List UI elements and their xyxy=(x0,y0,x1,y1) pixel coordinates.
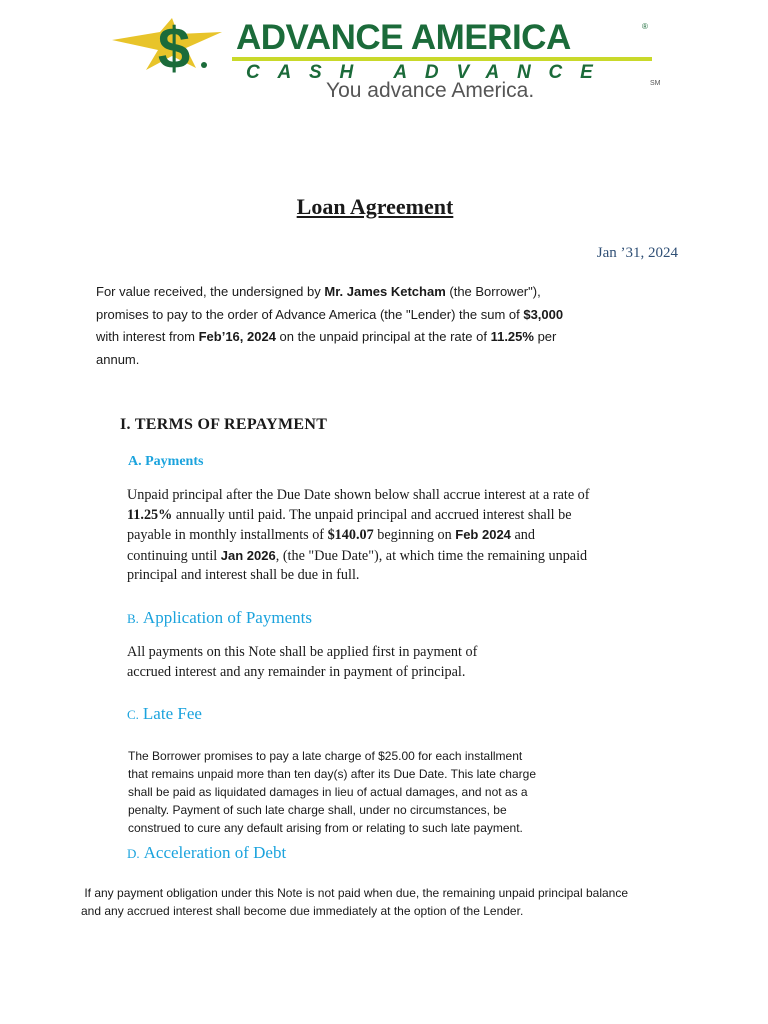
intro-line xyxy=(96,326,626,349)
loan-amount: $3,000 xyxy=(523,306,564,322)
payments-begin-date: Feb 2024 xyxy=(455,527,511,542)
intro-text: For value received, the undersigned by xyxy=(96,284,325,299)
late-fee-line: The Borrower promises to pay a late charge of $25.00 for each installment xyxy=(128,749,523,763)
intro-text: per xyxy=(533,329,557,344)
subsection-title: Late Fee xyxy=(142,704,202,723)
brand-divider xyxy=(232,57,652,61)
application-line: All payments on this Note shall be applied first in payment of xyxy=(127,644,478,660)
payments-line xyxy=(127,525,637,546)
company-logo xyxy=(112,18,672,108)
subsection-heading-application xyxy=(127,608,312,628)
payments-text: beginning on xyxy=(373,527,456,543)
interest-rate: 11.25% xyxy=(490,329,534,344)
interest-start-date: Feb’16, 2024 xyxy=(198,329,276,344)
intro-text: (the Borrower"), xyxy=(445,284,541,299)
acceleration-line: and any accrued interest shall become due immediately at the option of the Lender. xyxy=(81,904,524,918)
late-fee-line: that remains unpaid more than ten day(s) after its Due Date. This late charge xyxy=(128,767,536,781)
payments-line: Unpaid principal after the Due Date shown below shall accrue interest at a rate of xyxy=(127,487,590,503)
document-date: Jan ’31, 2024 xyxy=(596,245,678,261)
document-title: Loan Agreement xyxy=(296,194,454,219)
registered-mark: ® xyxy=(642,22,648,31)
subsection-heading-late-fee xyxy=(127,704,202,724)
intro-text: promises to pay to the order of Advance America (the "Lender) the sum of xyxy=(96,306,524,322)
payments-text: annually until paid. The unpaid principal and accrued interest shall be xyxy=(172,506,572,523)
late-fee-line: construed to cure any default arising from or relating to such late payment. xyxy=(128,821,523,835)
section-heading: I. TERMS OF REPAYMENT xyxy=(120,416,328,433)
brand-name: ADVANCE AMERICA xyxy=(236,18,571,57)
subsection-letter: B. xyxy=(127,611,139,626)
payments-paragraph xyxy=(127,486,637,586)
subsection-title: Payments xyxy=(145,454,204,469)
late-fee-paragraph xyxy=(128,747,598,837)
brand-subtitle: CASH ADVANCE xyxy=(246,62,611,83)
payments-text: and xyxy=(510,527,535,543)
intro-text: on the unpaid principal at the rate of xyxy=(275,329,491,344)
borrower-name: Mr. James Ketcham xyxy=(324,284,446,299)
star-dollar-icon xyxy=(112,18,238,78)
brand-tagline: You advance America. xyxy=(326,79,535,102)
payments-line: principal and interest shall be due in full. xyxy=(127,567,360,583)
interest-rate: 11.25% xyxy=(127,506,173,523)
subsection-letter: D. xyxy=(127,846,140,861)
intro-paragraph xyxy=(96,281,626,371)
payments-text: payable in monthly installments of xyxy=(127,527,328,543)
svg-text:$: $ xyxy=(157,18,191,78)
payments-end-date: Jan 2026 xyxy=(220,547,276,563)
intro-text: with interest from xyxy=(96,329,199,344)
payments-text: continuing until xyxy=(127,547,221,564)
intro-line xyxy=(96,349,626,372)
payments-text: , (the "Due Date"), at which time the remaining unpaid xyxy=(275,547,588,564)
late-fee-line: shall be paid as liquidated damages in lieu of actual damages, and not as a xyxy=(128,785,528,799)
intro-text: annum. xyxy=(96,351,140,367)
acceleration-line: If any payment obligation under this Note is not paid when due, the remaining unpaid principal balance xyxy=(81,886,629,900)
application-paragraph xyxy=(127,643,547,682)
subsection-heading-payments xyxy=(128,454,203,470)
intro-line xyxy=(96,281,626,304)
payments-line xyxy=(127,506,637,526)
installment-amount: $140.07 xyxy=(327,527,374,543)
acceleration-paragraph xyxy=(81,884,681,920)
intro-line xyxy=(96,304,626,327)
subsection-letter: C. xyxy=(127,707,139,722)
subsection-letter: A. xyxy=(128,454,142,469)
payments-line xyxy=(127,546,637,567)
subsection-heading-acceleration xyxy=(127,843,286,863)
subsection-title: Application of Payments xyxy=(142,608,312,627)
subsection-title: Acceleration of Debt xyxy=(143,843,287,862)
service-mark: SM xyxy=(650,80,661,87)
late-fee-line: penalty. Payment of such late charge shall, under no circumstances, be xyxy=(128,803,507,817)
application-line: accrued interest and any remainder in payment of principal. xyxy=(127,663,466,680)
